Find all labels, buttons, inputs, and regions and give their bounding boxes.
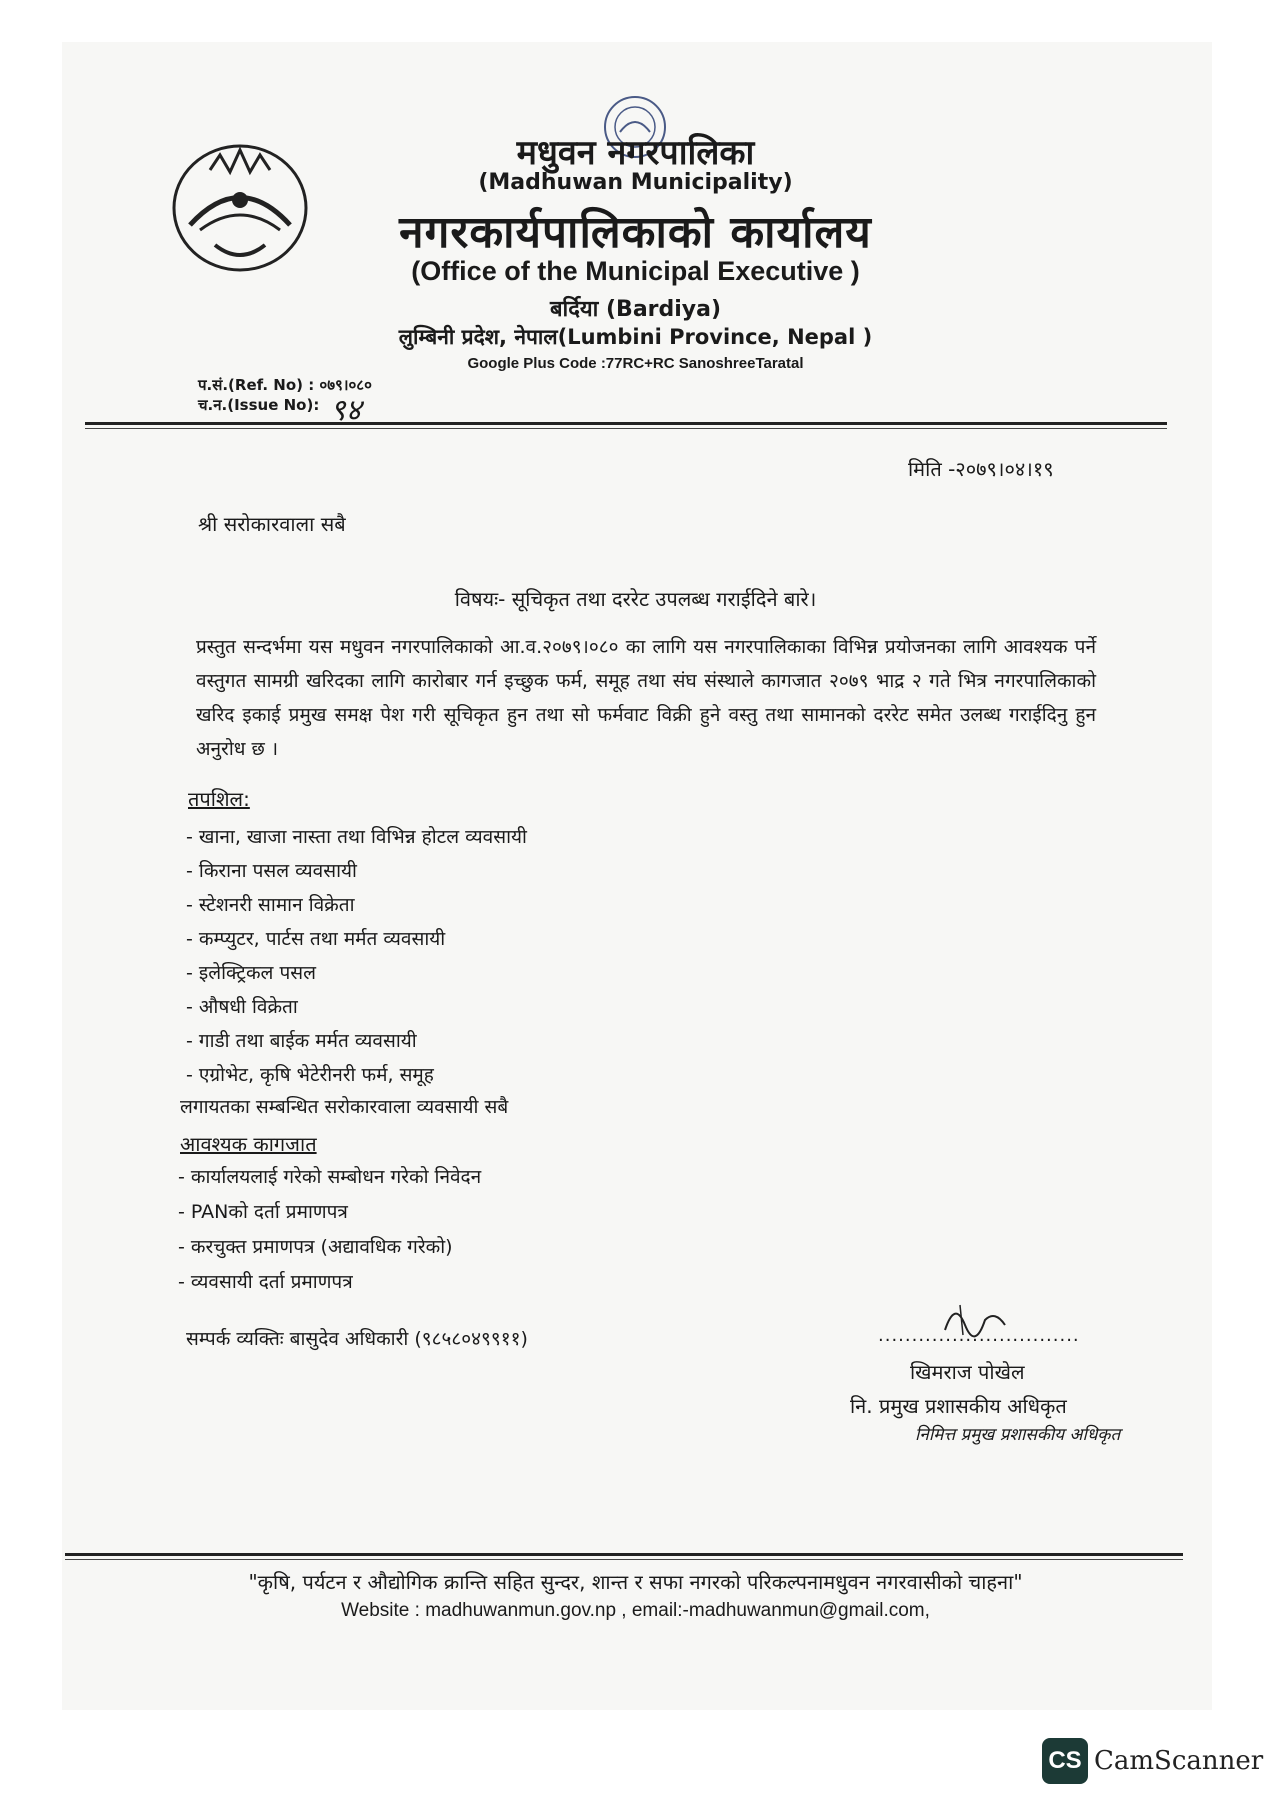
list-item: - व्यवसायी दर्ता प्रमाणपत्र	[178, 1271, 353, 1293]
contact-person: सम्पर्क व्यक्तिः बासुदेव अधिकारी (९८५८०४९९११)	[186, 1328, 528, 1350]
signatory-title: नि. प्रमुख प्रशासकीय अधिकृत	[850, 1394, 1067, 1418]
camscanner-watermark: CamScanner	[1094, 1746, 1264, 1776]
municipality-name-np: मधुवन नगरपालिका	[516, 133, 755, 173]
camscanner-logo-icon: CS	[1042, 1738, 1088, 1784]
plus-code: Google Plus Code :77RC+RC SanoshreeTaratal	[467, 355, 804, 372]
schedule-closing: लगायतका सम्बन्धित सरोकारवाला व्यवसायी सबै	[180, 1096, 509, 1118]
list-item: - एग्रोभेट, कृषि भेटेरीनरी फर्म, समूह	[186, 1064, 434, 1086]
ref-number: प.सं.(Ref. No) : ०७९।०८०	[198, 376, 372, 394]
body-paragraph: प्रस्तुत सन्दर्भमा यस मधुवन नगरपालिकाको आ.व.२०७९।०८० का लागि यस नगरपालिकाका विभिन्न प्रयोजनका लागि आवश्यक पर्ने वस्तुगत सामग्री खरिदका लागि कारोबार गर्न इच्छुक फर्म, समूह तथा संघ संस्थाले कागजात २०७९ भाद्र २ गते भित्र नगरपालिकाको खरिद इकाई प्रमुख समक्ष पेश गरी सूचिकृत हुन तथा सो फर्मवाट विक्री हुने वस्तु तथा सामानको दररेट समेत उलब्ध गराईदिनु हुन अनुरोध छ ।	[196, 636, 1096, 760]
district: बर्दिया (Bardiya)	[549, 297, 722, 322]
list-item: - स्टेशनरी सामान विक्रेता	[186, 894, 355, 916]
list-item: - खाना, खाजा नास्ता तथा विभिन्न होटल व्यवसायी	[186, 826, 527, 848]
list-item: - इलेक्ट्रिकल पसल	[186, 962, 316, 984]
issue-label: च.न.(Issue No):	[198, 396, 320, 414]
footer-contact: Website : madhuwanmun.gov.np , email:-madhuwanmun@gmail.com,	[341, 1600, 930, 1621]
header-divider	[85, 422, 1167, 425]
office-name-np: नगरकार्यपालिकाको कार्यालय	[399, 207, 872, 258]
documents-heading: आवश्यक कागजात	[180, 1132, 317, 1156]
list-item: - किराना पसल व्यवसायी	[186, 860, 357, 882]
signatory-stamp: निमित्त प्रमुख प्रशासकीय अधिकृत	[915, 1425, 1121, 1445]
schedule-heading: तपशिल:	[188, 787, 250, 811]
signature-line: ..............................	[878, 1325, 1080, 1346]
header-divider-thin	[85, 428, 1167, 429]
office-name-en: (Office of the Municipal Executive )	[411, 256, 860, 286]
list-item: - कार्यालयलाई गरेको सम्बोधन गरेको निवेदन	[178, 1166, 482, 1188]
list-item: - करचुक्त प्रमाणपत्र (अद्यावधिक गरेको)	[178, 1236, 453, 1258]
list-item: - गाडी तथा बाईक मर्मत व्यवसायी	[186, 1030, 417, 1052]
letter-date: मिति -२०७९।०४।१९	[908, 457, 1054, 481]
footer-divider	[65, 1553, 1183, 1556]
municipality-name-en: (Madhuwan Municipality)	[478, 170, 793, 195]
list-item: - औषधी विक्रेता	[186, 996, 298, 1018]
salutation: श्री सरोकारवाला सबै	[198, 512, 346, 536]
issue-number-handwritten: ९४	[330, 393, 362, 428]
footer-divider-thin	[65, 1559, 1183, 1560]
schedule-list	[186, 820, 527, 1092]
footer-motto: "कृषि, पर्यटन र औद्योगिक क्रान्ति सहित सुन्दर, शान्त र सफा नगरको परिकल्पनामधुवन नगरवासीको चाहना"	[248, 1570, 1023, 1594]
list-item: - PANको दर्ता प्रमाणपत्र	[178, 1201, 348, 1223]
list-item: - कम्प्युटर, पार्टस तथा मर्मत व्यवसायी	[186, 928, 446, 950]
signatory-name: खिमराज पोखेल	[910, 1360, 1025, 1384]
province: लुम्बिनी प्रदेश, नेपाल(Lumbini Province, Nepal )	[398, 325, 873, 349]
subject-line: विषयः- सूचिकृत तथा दररेट उपलब्ध गराईदिने बारे।	[454, 587, 817, 611]
documents-list	[178, 1160, 481, 1300]
